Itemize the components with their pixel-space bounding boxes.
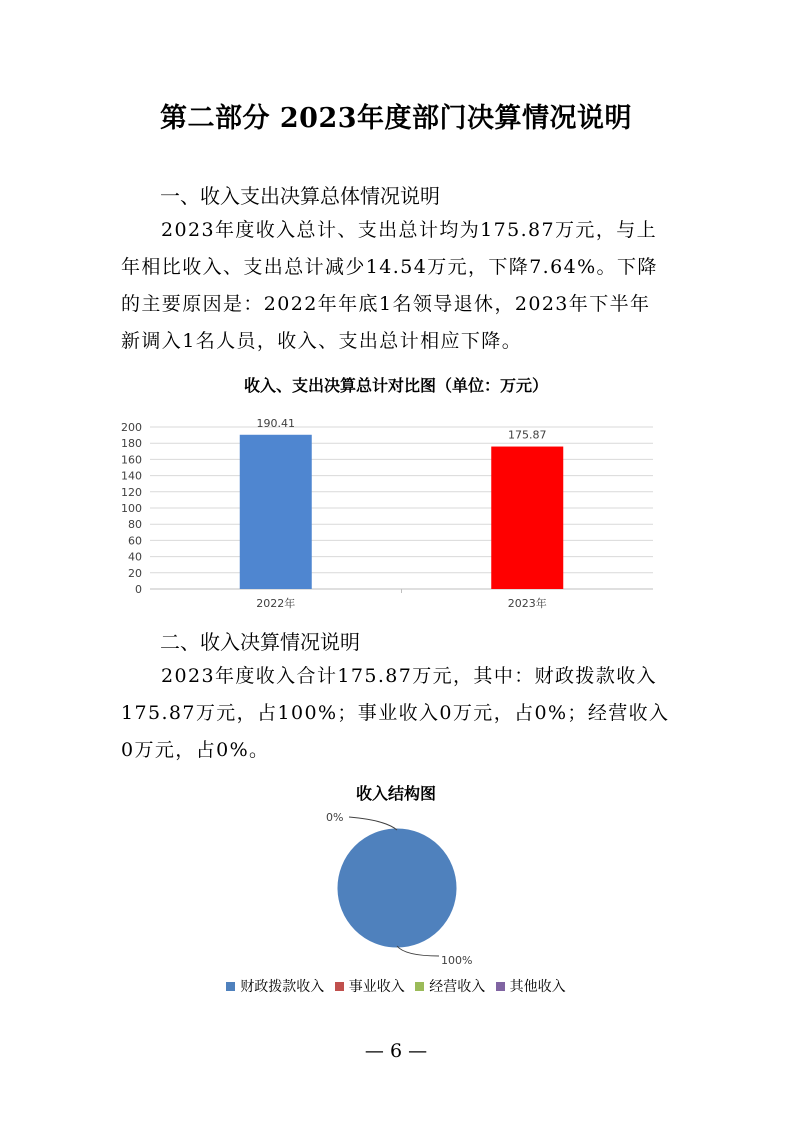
paragraph-line: 的主要原因是：2022年年底1名领导退休，2023年下半年 <box>121 293 651 315</box>
bar-value-label: 175.87 <box>508 428 547 442</box>
x-tick-label: 2022年 <box>256 597 296 610</box>
y-tick-label: 140 <box>121 469 142 483</box>
paragraph-line: 175.87万元，占100%；事业收入0万元，占0%；经营收入 <box>121 702 670 724</box>
legend-swatch <box>496 982 505 991</box>
x-tick-label: 2023年 <box>507 597 547 610</box>
legend-swatch <box>415 982 424 991</box>
paragraph-line: 新调入1名人员，收入、支出总计相应下降。 <box>121 330 523 352</box>
y-tick-label: 0 <box>135 583 142 596</box>
y-tick-label: 180 <box>121 437 142 451</box>
legend-item <box>226 976 324 996</box>
pie-slice <box>337 828 457 948</box>
legend-swatch <box>226 982 235 991</box>
bar <box>491 447 563 589</box>
legend-label: 事业收入 <box>348 979 405 995</box>
pie-legend <box>0 976 792 996</box>
pie-data-label: 0% <box>326 811 344 824</box>
bar-chart <box>110 410 675 620</box>
paragraph-overall <box>121 212 673 360</box>
y-tick-label: 80 <box>128 518 142 532</box>
section-heading-income: 二、收入决算情况说明 <box>160 630 360 654</box>
legend-label: 经营收入 <box>429 979 486 995</box>
pie-chart-title: 收入结构图 <box>355 784 436 803</box>
y-tick-label: 20 <box>128 566 142 580</box>
y-tick-label: 160 <box>121 453 142 467</box>
pie-chart <box>300 805 500 975</box>
pie-data-label: 100% <box>441 954 473 967</box>
page-number: — 6 — <box>364 1040 428 1062</box>
page-title: 第二部分 2023年度部门决算情况说明 <box>159 103 633 134</box>
paragraph-line: 0万元，占0%。 <box>121 739 270 761</box>
y-tick-label: 40 <box>128 550 142 564</box>
y-tick-label: 200 <box>121 421 142 434</box>
bar-value-label: 190.41 <box>256 416 295 430</box>
legend-item <box>415 976 485 996</box>
y-tick-label: 60 <box>128 534 142 548</box>
paragraph-income <box>121 658 673 769</box>
bar-chart-title: 收入、支出决算总计对比图（单位：万元） <box>243 376 548 395</box>
y-tick-label: 100 <box>121 502 142 515</box>
bar <box>240 435 312 589</box>
paragraph-line: 年相比收入、支出总计减少14.54万元，下降7.64%。下降 <box>121 256 658 278</box>
legend-item <box>496 976 566 996</box>
legend-swatch <box>335 982 344 991</box>
section-heading-overall: 一、收入支出决算总体情况说明 <box>160 184 440 208</box>
paragraph-line: 2023年度收入总计、支出总计均为175.87万元，与上 <box>161 219 658 241</box>
legend-label: 其他收入 <box>509 979 566 995</box>
y-tick-label: 120 <box>121 485 142 499</box>
paragraph-line: 2023年度收入合计175.87万元，其中：财政拨款收入 <box>161 665 658 687</box>
legend-item <box>335 976 405 996</box>
legend-label: 财政拨款收入 <box>240 979 325 995</box>
